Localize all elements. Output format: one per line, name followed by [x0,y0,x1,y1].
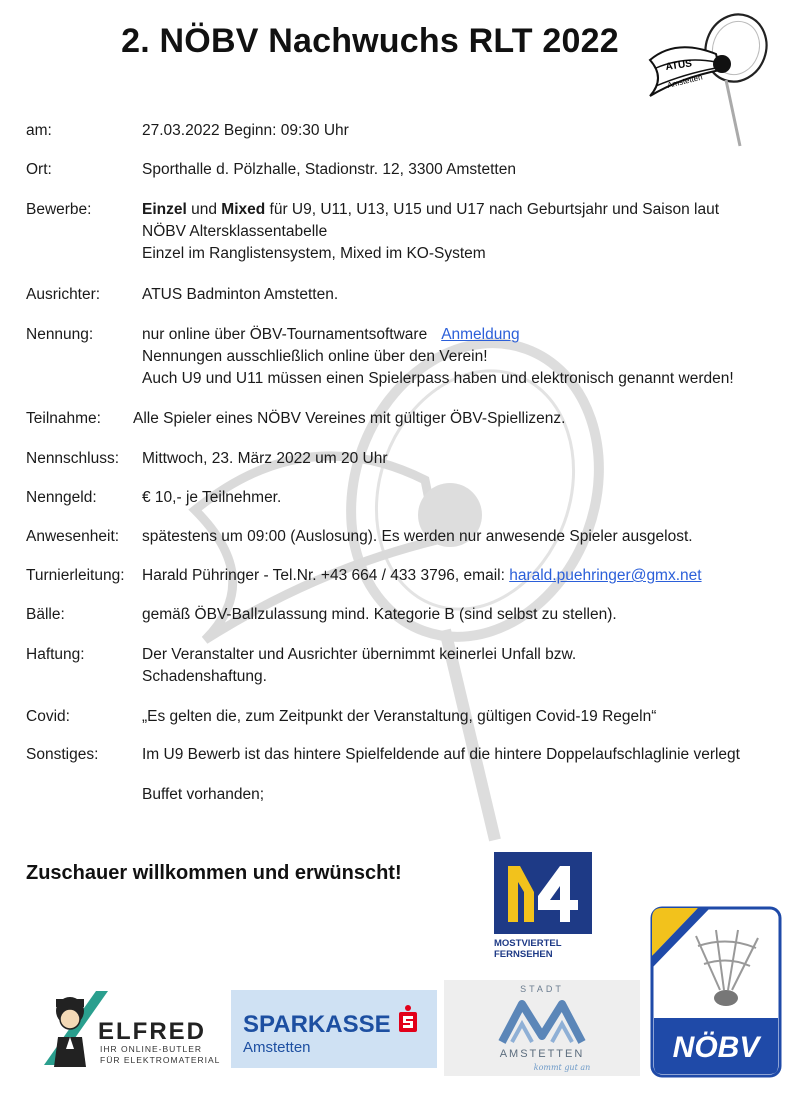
row-label: Ort: [26,161,52,178]
row-value: „Es gelten die, zum Zeitpunkt der Veranstaltung, gültigen Covid-19 Regeln“ [142,708,657,725]
page-title: 2. NÖBV Nachwuchs RLT 2022 [121,22,619,60]
m4-line2: FERNSEHEN [494,949,553,960]
row-value: Im U9 Bewerb ist das hintere Spielfeldende auf die hintere Doppelaufschlaglinie verlegt Buffet vorhanden; [142,746,740,803]
stadt-amstetten-logo [444,980,640,1076]
m4-logo [494,852,592,960]
row-label: Sonstiges: [26,746,99,763]
atus-logo-bottom-text: Amstetten [666,72,704,90]
row-value: Alle Spieler eines NÖBV Vereines mit gültiger ÖBV-Spiellizenz. [133,410,566,427]
row-label: Ausrichter: [26,286,101,303]
row-value: Einzel und Mixed für U9, U11, U13, U15 und U17 nach Geburtsjahr und Saison laut NÖBV Altersklassentabelle Einzel im Ranglistensystem, Mixed im KO-System [142,201,720,262]
row-value: Harald Pühringer - Tel.Nr. +43 664 / 433 3796, email: harald.puehringer@gmx.net [142,567,702,584]
row-label: Bälle: [26,606,65,623]
row-value: Mittwoch, 23. März 2022 um 20 Uhr [142,450,388,467]
stadt-top: STADT [520,984,564,994]
row-value: spätestens um 09:00 (Auslosung). Es werden nur anwesende Spieler ausgelost. [142,528,693,545]
row-label: am: [26,122,52,139]
elfred-name: ELFRED [98,1018,206,1045]
row-value: Der Veranstalter und Ausrichter übernimmt keinerlei Unfall bzw. Schadenshaftung. [142,646,577,685]
m4-line1: MOSTVIERTEL [494,938,562,949]
row-label: Nennung: [26,326,94,343]
row-label: Bewerbe: [26,201,92,218]
row-label: Turnierleitung: [26,567,125,584]
row-value: € 10,- je Teilnehmer. [142,489,282,506]
stadt-name: AMSTETTEN [499,1048,585,1060]
elfred-tag2: FÜR ELEKTROMATERIAL [100,1055,220,1065]
row-label: Covid: [26,708,70,725]
row-label: Nennschluss: [26,450,120,467]
zuschauer-heading: Zuschauer willkommen und erwünscht! [26,862,402,884]
anmeldung-link[interactable]: Anmeldung [441,326,520,343]
atus-logo-top-text: ATUS [664,58,693,73]
sparkasse-city: Amstetten [243,1039,311,1056]
stadt-slogan: kommt gut an [533,1063,591,1072]
row-label: Teilnahme: [26,410,101,427]
elfred-tag1: IHR ONLINE-BUTLER [100,1044,203,1054]
nobv-text: NÖBV [672,1031,760,1064]
sparkasse-name: SPARKASSE [243,1011,391,1038]
row-label: Haftung: [26,646,85,663]
nobv-logo [650,906,782,1078]
row-value: nur online über ÖBV-Tournamentsoftware Anmeldung Nennungen ausschließlich online über den Verein! Auch U9 und U11 müssen einen Spielerpass haben und elektronisch genannt werden! [142,326,734,387]
row-label: Nenngeld: [26,489,97,506]
elfred-logo [36,985,220,1071]
row-value: 27.03.2022 Beginn: 09:30 Uhr [142,122,349,139]
row-value: gemäß ÖBV-Ballzulassung mind. Kategorie B (sind selbst zu stellen). [142,606,617,623]
row-value: Sporthalle d. Pölzhalle, Stadionstr. 12, 3300 Amstetten [142,161,516,178]
email-link[interactable]: harald.puehringer@gmx.net [509,567,702,584]
sparkasse-logo [231,990,437,1068]
row-value: ATUS Badminton Amstetten. [142,286,339,303]
row-label: Anwesenheit: [26,528,120,545]
